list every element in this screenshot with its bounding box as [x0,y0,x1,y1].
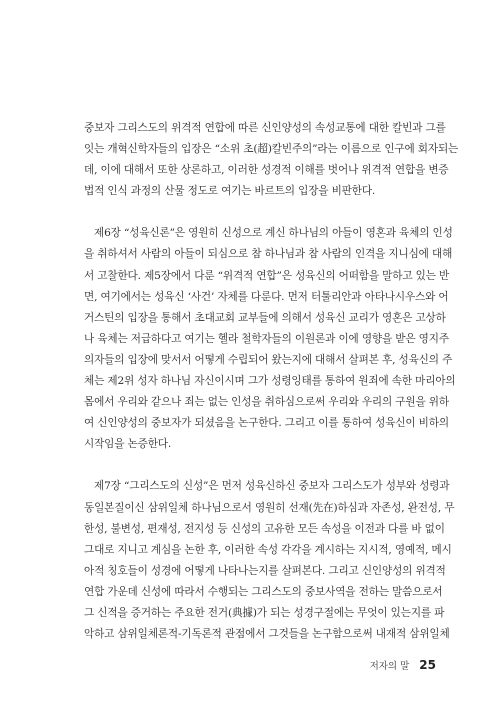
text-line: 면, 여기에서는 성육신 ‘사건’ 자체를 다룬다. 먼저 터툴리안과 아타나시우스와 어 [84,290,449,303]
text-line: 을 취하셔서 사람의 아들이 되심으로 참 하나님과 참 사람의 인격을 지니심에 대해 [84,248,453,261]
text-line: 서 고찰한다. 제5장에서 다룬 “위격적 연합”은 성육신의 어떠함을 말하고 있는 반 [84,269,450,282]
text-line: 나 육체는 저급하다고 여기는 헬라 철학자들의 이원론과 이에 영향을 받은 영지주 [84,332,449,345]
paragraph-gap [84,455,414,476]
text-line: 중보자 그리스도의 위격적 연합에 따른 신인양성의 속성교통에 대한 칼빈과 그를 [84,122,446,134]
paragraph [84,223,456,455]
text-line: 의자들의 입장에 맞서서 어떻게 수립되어 왔는지에 대해서 살펴본 후, 성육신의 주 [84,353,453,366]
text-line: 그 신적을 증거하는 주요한 전거(典據)가 되는 성경구절에는 무엇이 있는지를 파 [84,606,445,619]
text-line: 연합 가운데 신성에 따라서 수행되는 그리스도의 중보사역을 전하는 말씀으로서 [84,585,443,598]
text-line: 제6장 “성육신론”은 영원히 신성으로 계신 하나님의 아들이 영혼과 육체의 인성 [94,227,453,240]
paragraph-gap [84,202,414,223]
text-line: 거스틴의 입장을 통해서 초대교회 교부들에 의해서 성육신 교리가 영혼은 고상하 [84,311,446,324]
text-line: 악하고 삼위일체론적-기독론적 관점에서 그것들을 논구함으로써 내재적 삼위일체 [84,628,450,641]
text-line: 시작임을 논증한다. [84,438,172,451]
text-line: 그대로 지니고 계심을 논한 후, 이러한 속성 각각을 계시하는 지시적, 영예적, 메시 [84,543,452,556]
body-text [84,118,459,645]
running-footer-title: 저자의 말 [369,661,410,672]
text-line: 아적 칭호들이 성경에 어떻게 나타나는지를 살펴본다. 그리고 신인양성의 위격적 [84,564,446,577]
text-line: 제7장 “그리스도의 신성”은 먼저 성육신하신 중보자 그리스도가 성부와 성령과 [94,480,450,493]
page-number: 25 [419,658,436,672]
text-line: 몸에서 우리와 같으나 죄는 없는 인성을 취하심으로써 우리와 우리의 구원을 위하 [84,396,449,409]
paragraph [84,118,459,202]
text-line: 동일본질이신 삼위일체 하나님으로서 영원히 선재(先在)하심과 자존성, 완전성, 무 [84,501,455,514]
text-line: 한성, 불변성, 편재성, 전지성 등 신성의 고유한 모든 속성을 이전과 다를 바 없이 [84,522,445,535]
text-line: 데, 이에 대해서 또한 상론하고, 이러한 성경적 이해를 벗어나 위격적 연합을 변증 [84,164,449,177]
page-footer [370,658,436,672]
text-line: 체는 제2위 성자 하나님 자신이시며 그가 성령잉태를 통하여 원죄에 속한 마리아의 [84,375,456,388]
text-line: 잇는 개혁신학자들의 입장은 “소위 초(超)칼빈주의”라는 이름으로 인구에 회자되는 [84,143,459,156]
text-line: 여 신인양성의 중보자가 되셨음을 논구한다. 그리고 이를 통하여 성육신이 비하의 [84,417,449,430]
paragraph [84,476,455,645]
text-line: 법적 인식 과정의 산물 정도로 여기는 바르트의 입장을 비판한다. [84,185,376,198]
